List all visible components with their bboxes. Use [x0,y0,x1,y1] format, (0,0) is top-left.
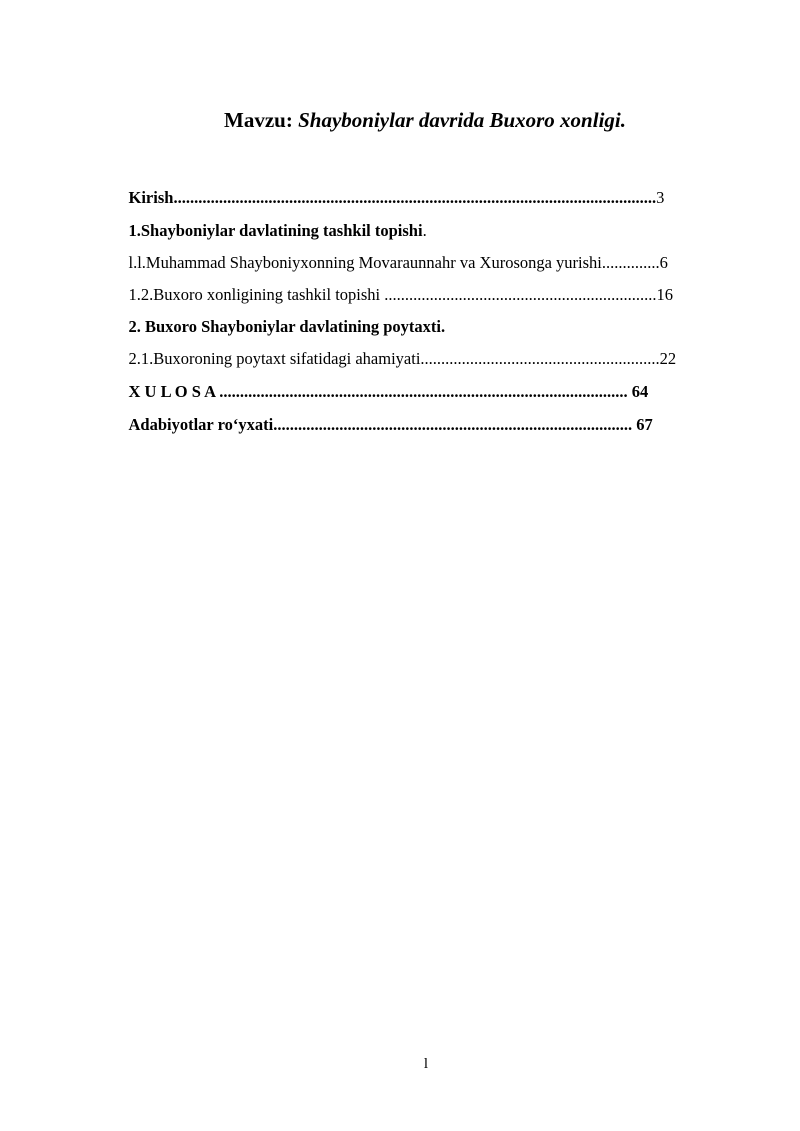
toc-entry-text: X U L O S A [128,382,220,401]
toc-entry-text: 1.Shayboniylar davlatining tashkil topishi [128,221,423,240]
toc-entry-adabiyotlar [112,395,653,455]
toc-entry-text: 1.2.Buxoro xonligining tashkil topishi [128,285,385,304]
title-prefix: Mavzu: [224,108,299,132]
toc-entry-page: 67 [632,415,653,434]
toc-entry-leader: ..................................................................................................................... [173,188,657,207]
toc-entry-leader: .............. [601,253,660,272]
page-number: l [423,1056,429,1072]
toc-entry-text: l.l.Muhammad Shayboniyxonning Movaraunnahr va Xurosonga yurishi [128,253,602,272]
toc-entry-leader: ................................................................................................... [219,382,628,401]
toc-entry-text: 2.1.Buxoroning poytaxt sifatidagi ahamiyati [128,349,421,368]
toc-entry-leader: ....................................................................................... [273,415,633,434]
toc-entry-page: 22 [659,349,677,368]
document-title [0,108,800,133]
toc-entry-text: 2. Buxoro Shayboniylar davlatining poytaxti. [128,317,446,336]
toc-entry-leader: .................................................................. [384,285,657,304]
toc-entry-text: Adabiyotlar ro‘yxati [128,415,274,434]
toc-entry-page: 16 [656,285,674,304]
toc-entry-text: Kirish [128,188,174,207]
toc-entry-page: 3 [656,188,665,207]
toc-entry-page: 64 [627,382,649,401]
toc-entry-trail: . [422,221,427,240]
title-subject: Shayboniylar davrida Buxoro xonligi. [298,108,626,132]
toc-entry-leader: .......................................................... [420,349,660,368]
toc-entry-page: 6 [659,253,668,272]
